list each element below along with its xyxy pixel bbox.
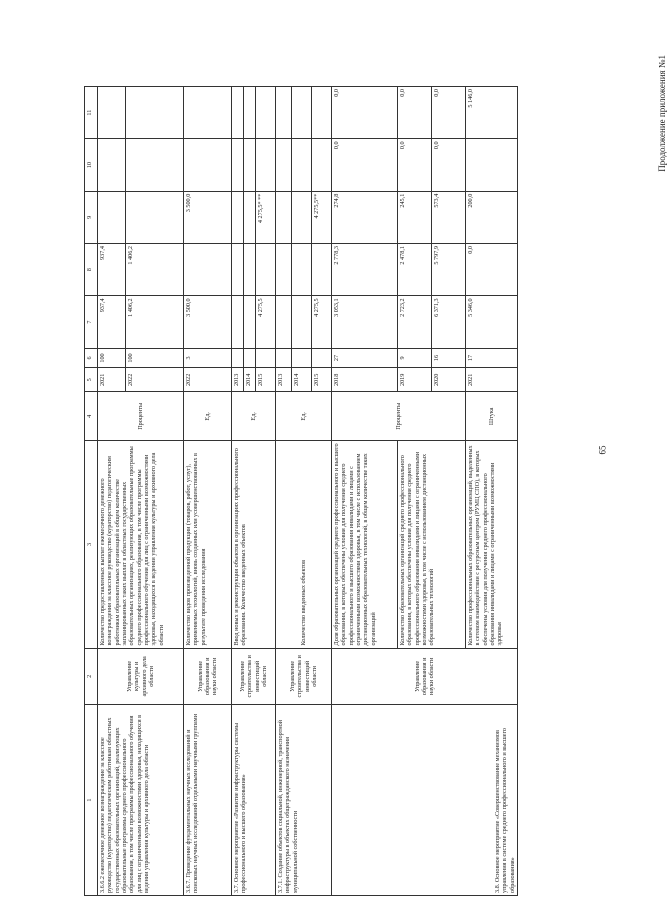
empty-cell <box>244 191 256 243</box>
empty-cell <box>312 139 332 191</box>
empty-cell <box>184 139 232 191</box>
empty-cell <box>126 191 184 243</box>
amount: 5 346,0 <box>466 296 518 348</box>
indicator: Количество видов произведенной продукции (товаров, работ, услуг), применяемых технологий, вновь созданных или усовершенствованных в результате проведения исследования <box>184 441 232 648</box>
empty-cell <box>466 139 518 191</box>
indicator: Количество профессиональных образовательных организаций, выделенных в сетевом взаимодействии с ресурсным центром (РУМЦ СПО), в которых обеспечены условия для получения среднего профессионального образования инвалидами и лицами с ограниченными возможностями здоровья <box>466 441 518 648</box>
year: 2022 <box>184 368 232 392</box>
indicator: Ввод новых и реконструкция объектов в организациях профессионального образования. Количество введенных объектов <box>232 441 276 648</box>
amount: 3 053,1 <box>332 296 398 348</box>
amount: 245,1 <box>398 191 432 243</box>
amount: 4 275,5 <box>312 296 332 348</box>
year: 2014 <box>244 368 256 392</box>
indicator: Количество введенных объектов <box>276 441 332 648</box>
empty-cell <box>292 139 312 191</box>
empty-cell <box>244 296 256 348</box>
amount: 2 478,1 <box>398 244 432 296</box>
indicator: Количество образовательных организаций среднего профессионального образования, в которых обеспечены условия для получения среднего профессионального образования инвалидами и лицами с ограниченными возможностями здоровья, в том числе с использованием дистанционных образовательных технологий <box>398 441 466 648</box>
value: 9 <box>398 348 432 368</box>
empty-cell <box>232 191 244 243</box>
amount: 0,0 <box>332 87 398 139</box>
activity-name: 3.7.1. Создание объектов социальной, инженерной, транспортной инфраструктуры в объектах общегражданского назначения муниципальной собственности <box>276 705 332 896</box>
value: 17 <box>466 348 518 368</box>
activity-name: 3.6.6.2 ежемесячное денежное вознаграждение за классное руководство (кураторство) педагогическим работникам областных государственных образовательных организаций, реализующих образовательные программы среднего профессионального образования, в том числе программы профессионального обучения для лиц с ограниченными возможностями здоровья, находящихся в ведении управления культуры и архивного дела области <box>98 705 184 896</box>
empty-cell <box>292 87 312 139</box>
value: 16 <box>432 348 466 368</box>
empty-cell <box>292 296 312 348</box>
col-header: 5 <box>85 368 98 392</box>
empty-cell <box>276 139 292 191</box>
empty-cell <box>312 348 332 368</box>
amount: 274,8 <box>332 191 398 243</box>
value: 100 <box>98 348 126 368</box>
empty-cell <box>244 87 256 139</box>
amount: 200,0 <box>466 191 518 243</box>
unit: Штука <box>466 392 518 441</box>
col-header: 4 <box>85 392 98 441</box>
year: 2015 <box>256 368 276 392</box>
program-table <box>84 86 518 896</box>
col-header: 6 <box>85 348 98 368</box>
empty-cell <box>276 87 292 139</box>
executor: Управление строительства и инвестиций области <box>232 648 276 705</box>
year: 2019 <box>398 368 432 392</box>
empty-cell <box>256 244 276 296</box>
amount: 937,4 <box>98 244 126 296</box>
col-header: 2 <box>85 648 98 705</box>
col-header: 1 <box>85 705 98 896</box>
value: 3 <box>184 348 232 368</box>
empty-cell <box>276 348 292 368</box>
amount: 4 275,5** <box>312 191 332 243</box>
table-row <box>276 87 292 896</box>
empty-cell <box>232 139 244 191</box>
year: 2013 <box>232 368 244 392</box>
table-row <box>232 87 244 896</box>
col-header: 10 <box>85 139 98 191</box>
amount: 4 275,5* ** <box>256 191 276 243</box>
executor: Управление образования и науки области <box>184 648 232 705</box>
col-header: 3 <box>85 441 98 648</box>
year: 2022 <box>126 368 184 392</box>
empty-cell <box>98 191 126 243</box>
year: 2020 <box>432 368 466 392</box>
executor: Управление образования и науки области <box>332 648 518 705</box>
amount: 2 778,3 <box>332 244 398 296</box>
empty-cell <box>256 87 276 139</box>
year: 2018 <box>332 368 398 392</box>
value: 27 <box>332 348 398 368</box>
amount: 3 500,0 <box>184 191 232 243</box>
empty-cell <box>244 244 256 296</box>
amount: 3 500,0 <box>184 296 232 348</box>
empty-cell <box>256 139 276 191</box>
rotated-table-wrap <box>84 86 620 896</box>
value: 100 <box>126 348 184 368</box>
year: 2021 <box>98 368 126 392</box>
amount: 2 723,2 <box>398 296 432 348</box>
unit: Проценты <box>98 392 184 441</box>
table-row <box>332 87 398 896</box>
unit: Ед. <box>232 392 276 441</box>
amount: 0,0 <box>432 87 466 139</box>
year: 2015 <box>312 368 332 392</box>
unit: Проценты <box>332 392 466 441</box>
executor: Управление строительства и инвестиций области <box>276 648 332 705</box>
empty-cell <box>184 244 232 296</box>
empty-cell <box>276 244 292 296</box>
activity-name: 3.8. Основное мероприятие «Совершенствование механизмов управления в системе среднего профессионального и высшего образования» <box>332 705 518 896</box>
header-row <box>85 87 98 896</box>
empty-cell <box>292 191 312 243</box>
col-header: 11 <box>85 87 98 139</box>
empty-cell <box>232 244 244 296</box>
empty-cell <box>184 87 232 139</box>
amount: 0,0 <box>466 244 518 296</box>
year: 2013 <box>276 368 292 392</box>
amount: 0,0 <box>432 139 466 191</box>
empty-cell <box>232 87 244 139</box>
activity-name: 3.7. Основное мероприятие «Развитие инфраструктуры системы профессионального и высшего образования» <box>232 705 276 896</box>
indicator: Количество предоставленных выплат ежемесячного денежного вознаграждения за классное руководство (кураторство) педагогическим работникам образовательных организаций в общем количестве запланированных таких выплат в областных государственных образовательных организациях, реализующих образовательные программы среднего профессионального образования, в том числе программы профессионального обучения для лиц с ограниченными возможностями здоровья, находящихся в ведении управления культуры и архивного дела области <box>98 441 184 648</box>
executor: Управление культуры и архивного дела области <box>98 648 184 705</box>
amount: 0,0 <box>398 87 432 139</box>
empty-cell <box>98 87 126 139</box>
table-row <box>184 87 232 896</box>
col-header: 7 <box>85 296 98 348</box>
empty-cell <box>312 87 332 139</box>
activity-name: 3.6.7. Проведение фундаментальных научных исследований и поисковых научных исследований отдельными научными группами <box>184 705 232 896</box>
empty-cell <box>276 296 292 348</box>
amount: 0,0 <box>332 139 398 191</box>
page-number: 65 <box>597 445 608 455</box>
amount: 1 406,2 <box>126 296 184 348</box>
empty-cell <box>232 296 244 348</box>
amount: 937,4 <box>98 296 126 348</box>
unit: Ед. <box>276 392 332 441</box>
table-row <box>98 87 126 896</box>
empty-cell <box>232 348 244 368</box>
unit: Ед. <box>184 392 232 441</box>
empty-cell <box>312 244 332 296</box>
amount: 1 406,2 <box>126 244 184 296</box>
year: 2021 <box>466 368 518 392</box>
amount: 6 371,3 <box>432 296 466 348</box>
col-header: 9 <box>85 191 98 243</box>
empty-cell <box>292 348 312 368</box>
amount: 5 797,9 <box>432 244 466 296</box>
amount: 573,4 <box>432 191 466 243</box>
indicator: Доля образовательных организаций среднего профессионального и высшего образования, в которых обеспечены условия для получения среднего профессионального и высшего образования инвалидами и лицами с ограниченными возможностями здоровья, в том числе с использованием дистанционных образовательных технологий, в общем количестве таких организаций <box>332 441 398 648</box>
empty-cell <box>126 87 184 139</box>
empty-cell <box>244 139 256 191</box>
empty-cell <box>276 191 292 243</box>
amount: 5 146,0 <box>466 87 518 139</box>
empty-cell <box>126 139 184 191</box>
year: 2014 <box>292 368 312 392</box>
amount: 4 275,5 <box>256 296 276 348</box>
col-header: 8 <box>85 244 98 296</box>
empty-cell <box>98 139 126 191</box>
empty-cell <box>244 348 256 368</box>
appendix-label: Продолжение приложения №1 <box>656 55 667 172</box>
empty-cell <box>292 244 312 296</box>
empty-cell <box>256 348 276 368</box>
amount: 0,0 <box>398 139 432 191</box>
